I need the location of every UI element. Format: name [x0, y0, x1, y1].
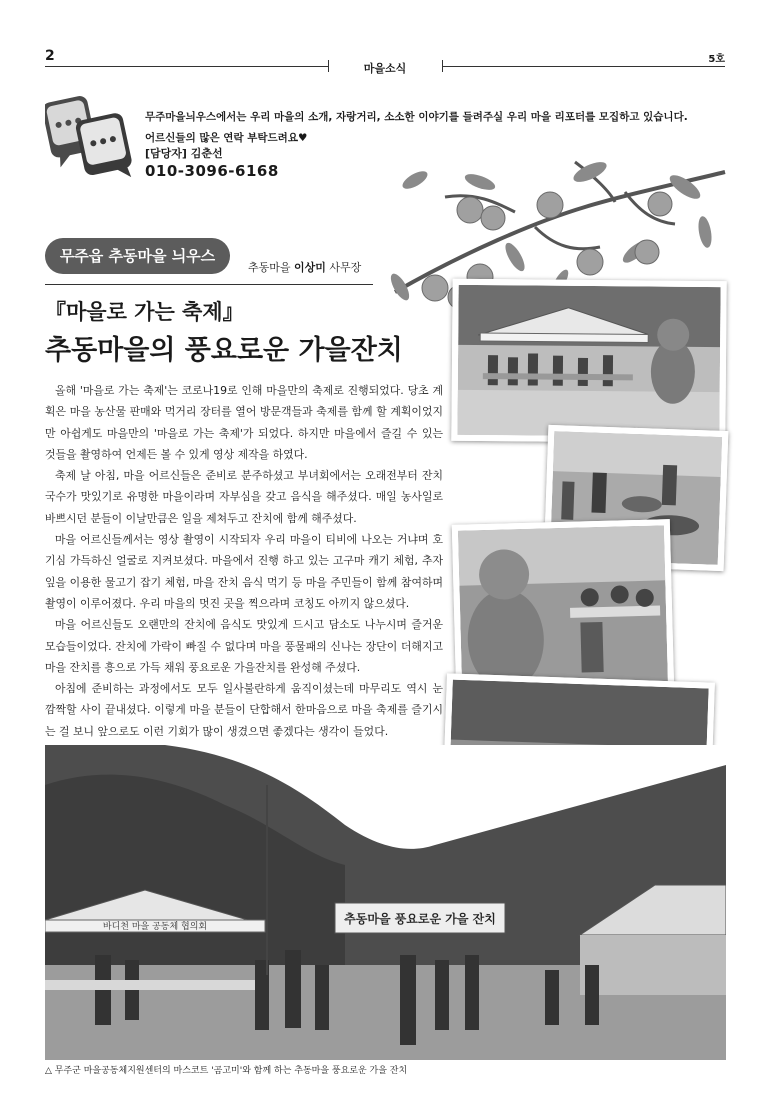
contact-label: [담당자] 김춘선 [145, 147, 223, 160]
page-number: 2 [45, 48, 55, 64]
header-rule-left [45, 66, 328, 67]
paragraph-3: 마을 어르신들께서는 영상 촬영이 시작되자 우리 마을이 티비에 나오는 거냐며 호기심 가득하신 얼굴로 지켜보셨다. 마을에서 진행 하고 있는 고구마 캐기 체험, 추자 잎을 이용한 물고기 잡기 체험, 마을 잔치 음식 먹기 등 마을 주민들이 함께 참여하며 촬영이 이루어졌다. 우리 마을의 멋진 곳을 찍으라며 코칭도 아끼지 않으셨다. [45, 533, 443, 610]
paragraph-2: 축제 날 아침, 마을 어르신들은 준비로 분주하셨고 부녀회에서는 오래전부터 잔치국수가 맛있기로 유명한 마을이라며 자부심을 갖고 음식을 해주셨다. 매일 농사일로 바쁘시던 분들이 이날만큼은 일을 제쳐두고 잔치에 함께 해주셨다. [45, 469, 443, 525]
photo-festival-grounds [45, 745, 726, 1060]
photo-caption: △ 무주군 마을공동체지원센터의 마스코트 '곰고미'와 함께 하는 추동마을 풍요로운 가을 잔치 [45, 1066, 408, 1076]
contact-phone: 010-3096-6168 [145, 162, 279, 180]
section-name: 마을소식 [363, 62, 407, 75]
byline-village: 추동마을 [248, 261, 291, 274]
article-body [45, 380, 443, 763]
speech-bubbles-icon [45, 90, 133, 182]
paragraph-1: 올해 '마을로 가는 축제'는 코로나19로 인해 마을만의 축제로 진행되었다. 당초 계획은 마을 농산물 판매와 먹거리 장터를 열어 방문객들과 축제를 함께 할 계획이었지만 아쉽게도 마을만의 '마을로 가는 축제'가 되었다. 하지만 마을에서 즐길 수 있는 것들을 촬영하여 언제든 볼 수 있게 영상 제작을 하였다. [45, 384, 443, 461]
article-subtitle: 『마을로 가는 축제』 [45, 300, 244, 324]
header-rule-right [442, 66, 725, 67]
issue-number: 5호 [708, 54, 725, 65]
notice-line-1: 무주마을늬우스에서는 우리 마을의 소개, 자랑거리, 소소한 이야기를 들려주실 우리 마을 리포터를 모집하고 있습니다. [145, 111, 688, 123]
reporter-notice [145, 107, 735, 149]
paragraph-4: 마을 어르신들도 오랜만의 잔치에 음식도 맛있게 드시고 담소도 나누시며 즐거운 모습들이었다. 잔치에 가락이 빠질 수 없다며 마을 풍물패의 신나는 장단이 더해지고 마을 잔치를 흥으로 가득 채워 풍요로운 가을잔치를 완성해 주셨다. [45, 618, 443, 674]
photo-tent-with-mascot [451, 279, 726, 443]
photo-mascot-villagers [452, 519, 674, 697]
byline-role: 사무장 [329, 261, 362, 274]
tag-underline [45, 284, 373, 285]
tent-label: 바디천 마을 공동체 협의회 [102, 922, 208, 932]
byline [248, 259, 361, 275]
notice-line-2: 어르신들의 많은 연락 부탁드려요♥ [145, 132, 308, 144]
byline-author: 이상미 [294, 261, 326, 274]
section-tag: 무주읍 추동마을 늬우스 [45, 238, 230, 274]
paragraph-5: 아침에 준비하는 과정에서도 모두 일사불란하게 움직이셨는데 마무리도 역시 눈 깜짝할 사이 끝내셨다. 이렇게 마을 분들이 단합해서 한마음으로 마을 축제를 즐기시는 걸 보니 앞으로도 이런 기회가 많이 생겼으면 좋겠다는 생각이 들었다. [45, 682, 443, 738]
article-title: 추동마을의 풍요로운 가을잔치 [45, 335, 403, 366]
festival-banner-text: 추동마을 풍요로운 가을 잔치 [344, 912, 496, 926]
